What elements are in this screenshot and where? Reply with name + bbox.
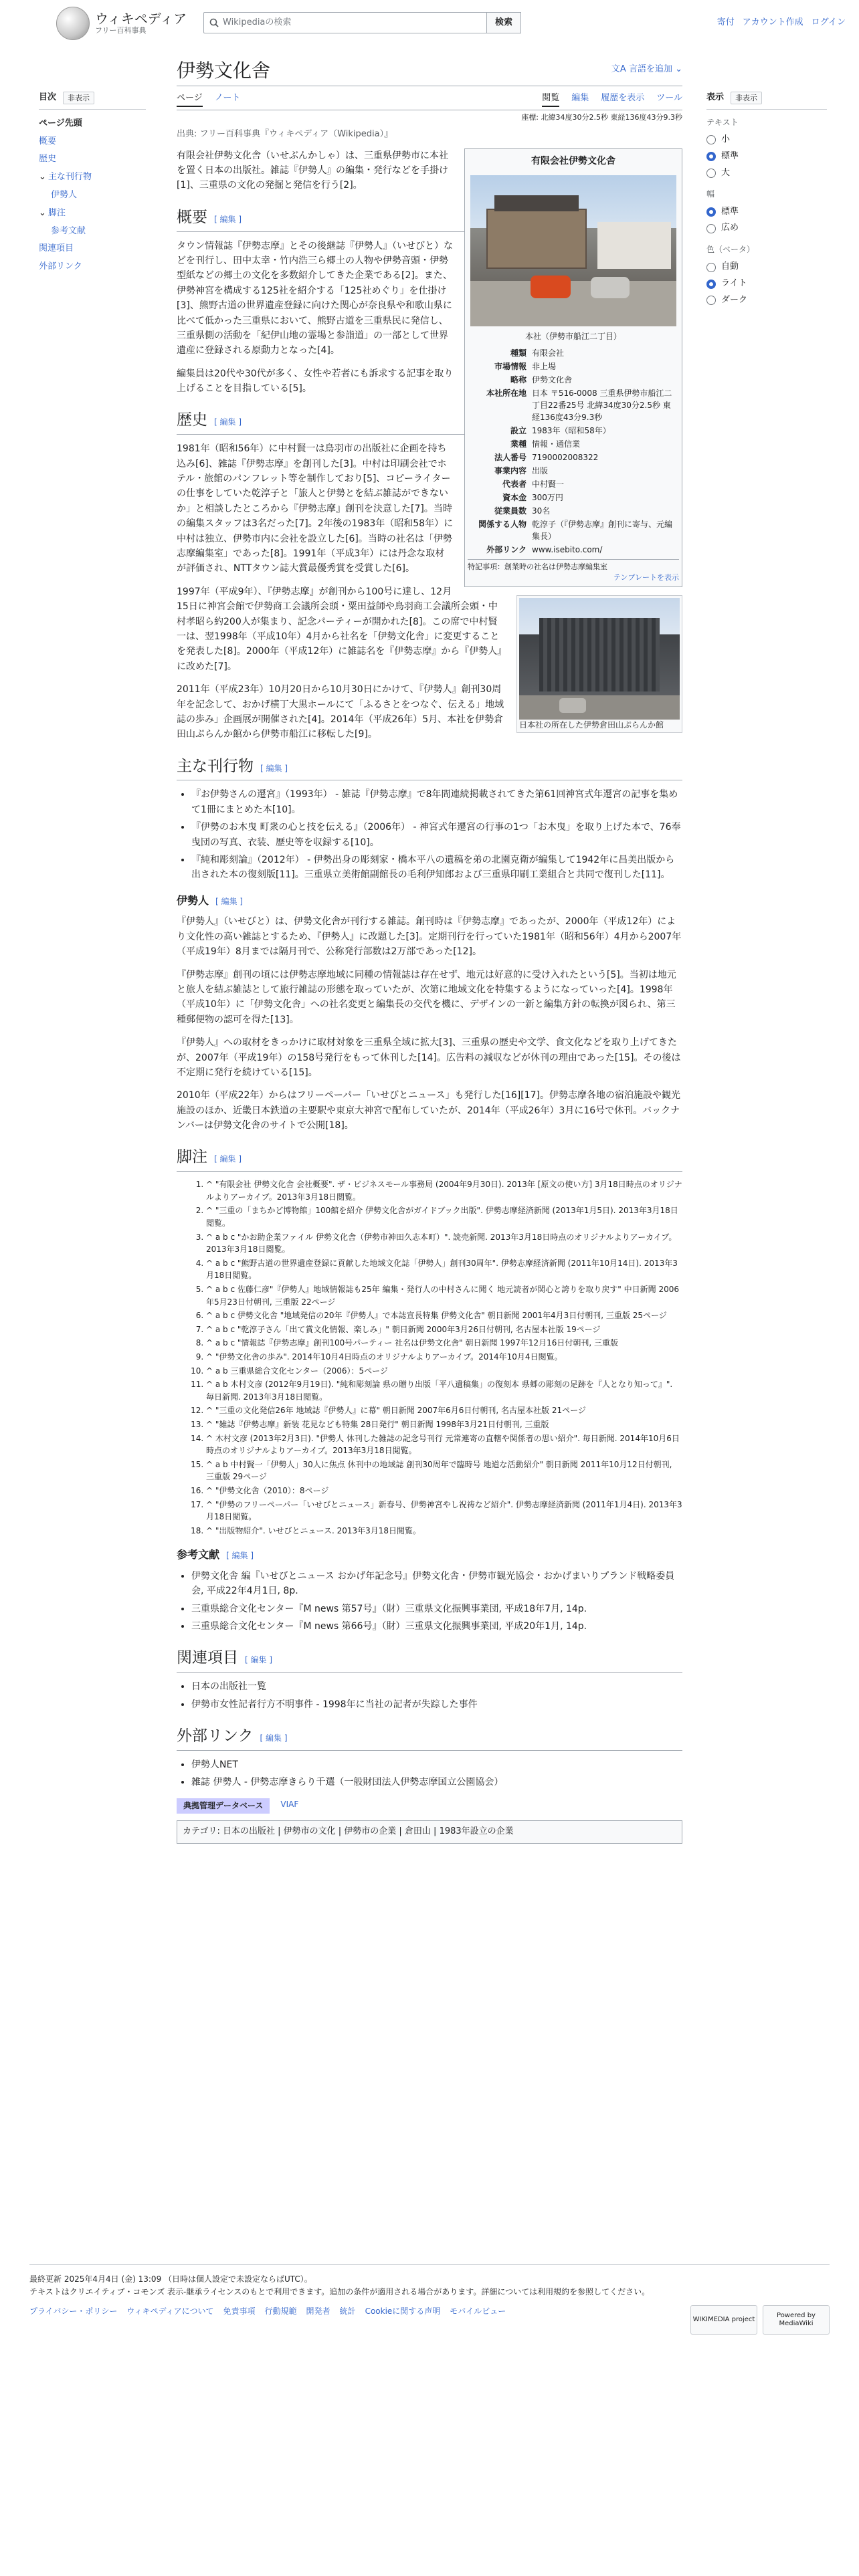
footer-link[interactable]: 統計	[339, 2306, 356, 2317]
infobox-row	[468, 346, 679, 360]
infobox-value: 7190002008322	[532, 452, 599, 462]
infobox-key: 外部リンク	[486, 544, 527, 554]
infobox	[464, 148, 682, 587]
wordmark: ウィキペディア	[95, 11, 187, 27]
radio-circle	[706, 169, 716, 178]
license-text: テキストはクリエイティブ・コモンズ 表示-継承ライセンスのもとで利用できます。追加の条件が適用される場合があります。詳細については利用規約を参照してください。	[29, 2287, 650, 2297]
infobox-key: 本社所在地	[486, 388, 527, 398]
personal-links	[717, 16, 846, 30]
infobox-row	[468, 437, 679, 451]
category-box[interactable]: カテゴリ: 日本の出版社 | 伊勢市の文化 | 伊勢市の企業 | 倉田山 | 1983年設立の企業	[177, 1820, 682, 1844]
paragraph: 編集員は20代や30代が多く、女性や若者にも訴求する記事を取り上げることを目指している[5]。	[177, 368, 454, 395]
infobox-key: 資本金	[502, 492, 527, 502]
infobox-footnote: 特記事項：創業時の社名は伊勢志摩編集室	[468, 559, 679, 573]
globe-icon	[56, 7, 90, 40]
paragraph: 1997年（平成9年）、『伊勢志摩』が創刊から100号に達し、12月15日に神宮会館で伊勢商工会議所会頭・粟田益師や鳥羽商工会議所会頭・中村孝昭ら約200人が集まり、記念パーティーが開かれた[8]。この席で中村賢一は、翌1998年（平成10年）4月から社名を「伊勢文化舎」に変更することを発表した[8]。2000年（平成12年）に雑誌名を『伊勢志摩』から『伊勢人』に改めた[7]。	[177, 586, 502, 672]
lead-paragraph: 有限会社伊勢文化舎（いせぶんかしゃ）は、三重県伊勢市に本社を置く日本の出版社。雑誌『伊勢人』の編集・発行などを手掛け[1]、三重県の文化の発掘と発信を行う[2]。	[177, 150, 448, 191]
infobox-value: 300万円	[532, 492, 563, 502]
radio-light[interactable]: ライト	[706, 276, 827, 292]
toc-item-kanren[interactable]: 関連項目	[39, 243, 74, 254]
footer-link[interactable]: 免責事項	[223, 2306, 256, 2317]
radio-circle	[706, 296, 716, 305]
footer-link[interactable]: プライバシー・ポリシー	[29, 2306, 118, 2317]
infobox-value: 中村賢一	[532, 479, 565, 489]
page-footer	[29, 2264, 830, 2327]
publication-list	[191, 787, 682, 882]
toc-item-gaibu[interactable]: 外部リンク	[39, 261, 82, 272]
reference-item: 3. ^ a b c "かお助企業ファイル 伊勢文化舎（伊勢市神田久志本町）". 読売新聞. 2013年3月18日時点のオリジナルよりアーカイブ。2013年3月18日閲覧。	[206, 1231, 682, 1256]
source-line: 出典: フリー百科事典『ウィキペディア（Wikipedia）』	[177, 128, 393, 139]
infobox-row	[468, 477, 679, 491]
radio-circle	[706, 207, 716, 217]
external-links-list	[191, 1757, 682, 1790]
paragraph: 2011年（平成23年）10月20日から10月30日にかけて、『伊勢人』創刊30周年を記念して、おかげ横丁大黒ホールにて「ふるさとをつなぐ、伝える」地域誌の歩み」企画展が開催された[4]。2014年（平成26年）5月、本社を伊勢倉田山ぷらんか館から伊勢市船江に移転した[9]。	[177, 684, 504, 740]
infobox-row	[468, 504, 679, 518]
heading-gaibu: 外部リンク [ 編集 ]	[177, 1724, 682, 1751]
edit-link[interactable]: [ 編集 ]	[215, 896, 244, 906]
search-icon	[209, 18, 219, 27]
reference-item: 10. ^ a b 三重県総合文化センター（2006）：5ページ	[206, 1365, 682, 1378]
radio-width-standard[interactable]: 標準	[706, 204, 827, 221]
search-input[interactable]	[203, 12, 487, 33]
heading-rekishi: 歴史 [ 編集 ]	[177, 408, 682, 435]
page-title: 伊勢文化舎 文A 言語を追加 ⌄	[177, 59, 682, 86]
radio-dark[interactable]: ダーク	[706, 292, 827, 309]
text-size-label: テキスト	[706, 117, 739, 127]
infobox-key: 従業員数	[494, 506, 527, 516]
heading-sanko: 参考文献 [ 編集 ]	[177, 1548, 254, 1562]
heading-kanren: 関連項目 [ 編集 ]	[177, 1646, 682, 1673]
infobox-row	[468, 464, 679, 477]
radio-small[interactable]: 小	[706, 132, 827, 148]
toc-item-kankou[interactable]: ⌄ 主な刊行物	[39, 169, 146, 187]
tab-page[interactable]: ページ	[177, 92, 203, 107]
toc-item-gaiyo[interactable]: 概要	[39, 136, 57, 146]
list-item[interactable]: • 伊勢人NET	[191, 1757, 682, 1772]
last-updated: 最終更新 2025年4月4日 (金) 13:09 （日時は個人設定で未設定ならばUTC）。	[29, 2274, 312, 2284]
paragraph: 1981年（昭和56年）に中村賢一は鳥羽市の出版社に企画を持ち込み[6]、雑誌『伊勢志摩』を創刊した[3]。中村は印刷会社でホテル・旅館のパンフレット等を制作しており[5]、コピーライターの仕事をしていた乾淳子と「旅人と伊勢とを結ぶ雑誌ができないか」と相談したところから『伊勢志摩』創刊を決意した[7]。当時の編集スタッフは3名だった[7]。2年後の1983年（昭和58年）に中村は独立、伊勢市内に会社を設立した[6]。当時の社名は「伊勢志摩編集室」であった[8]。1991年（平成3年）には丹念な取材が評価され、NTTタウン誌大賞最優秀賞を受賞した[6]。	[177, 443, 454, 574]
toc-item-top[interactable]: ページ先頭	[39, 118, 82, 128]
thumbnail-caption: 日本社の所在した伊勢倉田山ぷらんか館	[519, 720, 664, 730]
infobox-value: 出版	[532, 465, 549, 475]
reference-item: 9. ^ "伊勢文化舎の歩み". 2014年10月4日時点のオリジナルよりアーカイブ。2014年10月4日閲覧。	[206, 1351, 682, 1364]
paragraph: タウン情報誌『伊勢志摩』とその後継誌『伊勢人』（いせびと）などを刊行し、田中太幸・竹内浩三ら郷土の人物や伊勢音頭・伊勢型紙などの郷土の文化を多数紹介してきた企業である[2]。また、伊勢神宮を構成する125社を紹介する「125社めぐり」を仕掛け[3]、熊野古道の世界遺産登録に向けた関心が奈良県や和歌山県に比べて低かった三重県において、熊野古道を三重県民に発信し、三重県側の活動を「紀伊山地の霊場と参詣道」の一部として世界遺産に登録される原動力となった[4]。	[177, 240, 453, 356]
radio-auto[interactable]: 自動	[706, 259, 827, 276]
infobox-value: 1983年（昭和58年）	[532, 425, 611, 435]
search-button[interactable]: 検索	[487, 12, 521, 33]
coordinates[interactable]: 座標: 北緯34度30分2.5秒 東経136度43分9.3秒	[521, 113, 682, 122]
paragraph: 2010年（平成22年）からはフリーペーパー「いせびとニュース」も発行した[16][17]。伊勢志摩各地の宿泊施設や観光施設のほか、近畿日本鉄道の主要駅や東京大神宮で配布していたが、2014年（平成26年）3月に16号で休刊。バックナンバーは伊勢文化舎のサイトで公開[18]。	[177, 1090, 680, 1132]
language-button[interactable]: 文A 言語を追加 ⌄	[611, 64, 682, 74]
color-label: 色（ベータ）	[706, 245, 755, 255]
edit-link[interactable]: [ 編集 ]	[214, 417, 242, 427]
tools-menu[interactable]: ツール	[656, 93, 682, 104]
tab-history[interactable]: 履歴を表示	[601, 93, 645, 104]
radio-width-wide[interactable]: 広め	[706, 220, 827, 237]
infobox-key: 関係する人物	[478, 519, 527, 529]
wikipedia-logo[interactable]	[56, 7, 187, 40]
reference-item: 7. ^ a b c "乾淳子さん「出て賞文化情報、楽しみ」" 朝日新聞 2000年3月26日付朝刊, 名古屋本社版 19ページ	[206, 1323, 682, 1336]
reference-item: 11. ^ a b 木村文彦 (2012年9月19日). "純和彫刻論 県の贈り出版「平八遺稿集」の復刻本 県郷の彫刻の足跡を『人となり知って』". 毎日新聞. 2013年3月18日閲覧。	[206, 1378, 682, 1403]
edit-link[interactable]: [ 編集 ]	[245, 1655, 273, 1665]
infobox-key: 法人番号	[494, 452, 527, 462]
heading-chu: 脚注 [ 編集 ]	[177, 1145, 682, 1172]
infobox-key: 業種	[510, 439, 527, 449]
tab-edit[interactable]: 編集	[571, 93, 589, 104]
mediawiki-badge[interactable]: Powered by MediaWiki	[763, 2305, 830, 2335]
paragraph: 『伊勢志摩』創刊の頃には伊勢志摩地域に同種の情報誌は存在せず、地元は好意的に受け入れたという[5]。当初は地元と旅人を結ぶ雑誌として旅行雑誌の形態を取っていたが、次第に地域文化を特集するようになっていった[4]。1998年（平成10年）に「伊勢文化舎」への社名変更と編集長の交代を機に、デザインの一新と編集方針の転換が図られ、第三種郵便物の認可を得た[13]。	[177, 969, 676, 1025]
radio-large[interactable]: 大	[706, 165, 827, 182]
footer-link[interactable]: 行動規範	[264, 2306, 297, 2317]
site-header	[0, 0, 859, 47]
list-item: • 三重県総合文化センター『M news 第66号』（財）三重県文化振興事業団, 平成20年1月, 14p.	[191, 1619, 682, 1634]
main-content	[177, 59, 682, 1844]
infobox-row	[468, 360, 679, 373]
footer-link[interactable]: Cookieに関する声明	[365, 2306, 441, 2317]
create-account-link[interactable]: アカウント作成	[742, 17, 803, 27]
heading-gaiyo: 概要 [ 編集 ]	[177, 205, 682, 232]
reference-item: 5. ^ a b c 佐藤仁彦"『伊勢人』地域情報誌も25年 編集・発行人の中村さんに聞く 地元読者が関心と誇りを取り戻す" 中日新聞 2006年5月23日付朝刊, 三重版 22ページ	[206, 1283, 682, 1308]
infobox-title: 有限会社伊勢文化舎	[531, 155, 615, 167]
infobox-key: 種類	[510, 348, 527, 358]
infobox-row	[468, 451, 679, 464]
tagline: フリー百科事典	[95, 26, 147, 35]
edit-link[interactable]: [ 編集 ]	[226, 1551, 254, 1561]
radio-circle	[706, 152, 716, 161]
radio-circle	[706, 263, 716, 272]
reference-item: 18. ^ "出版物紹介". いせびとニュース. 2013年3月18日閲覧。	[206, 1525, 682, 1537]
chevron-down-icon[interactable]: ⌄	[39, 172, 46, 183]
page-tabs	[177, 86, 682, 110]
reference-item: 4. ^ a b c "熊野古道の世界遺産登録に貢献した地域文化誌「伊勢人」創刊30周年". 伊勢志摩経済新聞 (2011年10月14日). 2013年3月18日閲覧。	[206, 1257, 682, 1282]
reference-item: 13. ^ "雑誌『伊勢志摩』新装 花見なども特集 28日発行" 朝日新聞 1998年3月21日付朝刊, 三重版	[206, 1418, 682, 1431]
radio-standard[interactable]: 標準	[706, 148, 827, 165]
radio-circle	[706, 280, 716, 289]
list-item: • 『伊勢のお木曳 町衆の心と技を伝える』（2006年） - 神宮式年遷宮の行事の1つ「お木曳」を取り上げた本で、76奉曳団の写真、衣装、歴史等を収録する[10]。	[191, 820, 682, 850]
edit-link[interactable]: [ 編集 ]	[260, 1733, 288, 1743]
bibliography-list	[191, 1569, 682, 1634]
list-item: • 三重県総合文化センター『M news 第57号』（財）三重県文化振興事業団, 平成18年7月, 14p.	[191, 1602, 682, 1616]
login-link[interactable]: ログイン	[811, 17, 846, 27]
infobox-value: 伊勢文化舎	[532, 374, 573, 385]
reference-item: 2. ^ "三重の「まちかど博物館」100館を紹介 伊勢文化舎がガイドブック出版". 伊勢志摩経済新聞 (2013年1月5日). 2013年3月18日閲覧。	[206, 1204, 682, 1229]
infobox-caption: 本社（伊勢市船江二丁目）	[524, 331, 622, 341]
toc-item-sanko[interactable]: 参考文献	[51, 225, 86, 236]
list-item[interactable]: • 雑誌 伊勢人 - 伊勢志摩きらり千選（一般財団法人伊勢志摩国立公園協会）	[191, 1775, 682, 1790]
company-photo[interactable]	[470, 175, 676, 326]
template-link[interactable]: テンプレートを表示	[613, 573, 679, 582]
edit-link[interactable]: [ 編集 ]	[214, 1154, 242, 1164]
radio-circle	[706, 135, 716, 144]
list-item: • 『純和彫刻論』（2012年） - 伊勢出身の彫刻家・橋本平八の遺稿を弟の北園克衛が編集して1942年に昌美出版から出された本の復刻版[11]。三重県立美術館副館長の毛利伊知郎および三重県印刷工業組合と共同で復刊した[11]。	[191, 853, 682, 883]
reference-item: 6. ^ a b c 伊勢文化舎 "地域発信の20年『伊勢人』で本誌宣長特集 伊勢文化舎" 朝日新聞 2001年4月3日付朝刊, 三重版 25ページ	[206, 1309, 682, 1322]
footer-link[interactable]: ウィキペディアについて	[126, 2306, 214, 2317]
search-placeholder: Wikipediaの検索	[223, 17, 292, 27]
table-of-contents	[39, 91, 146, 276]
infobox-key: 市場情報	[494, 361, 527, 371]
appearance-title: 表示	[706, 92, 725, 102]
infobox-value: 日本 〒516-0008 三重県伊勢市船江二丁目22番25号 北緯34度30分2.5秒 東経136度43分9.3秒	[532, 388, 672, 422]
viaf-link[interactable]: VIAF	[280, 1799, 299, 1809]
reference-item: 17. ^ "伊勢のフリーペーパー「いせびとニュース」新春号、伊勢神宮やし祝祷など紹介". 伊勢志摩経済新聞 (2011年1月4日). 2013年3月18日閲覧。	[206, 1499, 682, 1523]
list-item[interactable]: • 日本の出版社一覧	[191, 1679, 682, 1694]
list-item: • 伊勢文化舎 編『いせびとニュース おかげ年記念号』伊勢文化舎・伊勢市観光協会・おかげまいりプランド戦略委員会, 平成22年4月1日, 8p.	[191, 1569, 682, 1599]
paragraph: 『伊勢人』への取材をきっかけに取材対象を三重県全域に拡大[3]、三重県の歴史や文学、食文化などを取り上げてきたが、2007年（平成19年）の158号発行をもって休刊した[14]。広告料の減収などが休刊の理由であった[15]。その後は不定期に発行を続けている[15]。	[177, 1037, 681, 1078]
tab-read[interactable]: 閲覧	[542, 92, 559, 107]
reference-item: 1. ^ "有限会社 伊勢文化舎 会社概要". ザ・ビジネスモール事務局 (2004年9月30日). 2013年 [原文の使い方] 3月18日時点のオリジナルよりアーカイブ。2013年3月18日閲覧。	[206, 1178, 682, 1203]
infobox-value: 非上場	[532, 361, 557, 371]
related-list	[191, 1679, 682, 1712]
donate-link[interactable]: 寄付	[717, 17, 735, 27]
infobox-key: 代表者	[502, 479, 527, 489]
edit-link[interactable]: [ 編集 ]	[260, 763, 288, 773]
width-label: 幅	[706, 189, 715, 199]
tab-talk[interactable]: ノート	[214, 93, 241, 104]
footer-link[interactable]: 開発者	[306, 2306, 330, 2317]
toc-item-rekishi[interactable]: 歴史	[39, 154, 57, 165]
appearance-hide-button[interactable]: 非表示	[731, 92, 762, 105]
reference-item: 14. ^ 木村文彦 (2013年2月3日). "伊勢人 休刊した雑誌の記念号刊行 元常連寄の直轄や関係者の思い紹介". 毎日新聞. 2014年10月6日時点のオリジナルよりアーカイブ。2013年3月18日閲覧。	[206, 1432, 682, 1457]
toc-hide-button[interactable]: 非表示	[63, 92, 94, 105]
reference-item: 15. ^ a b 中村賢一「伊勢人」30人に焦点 休刊中の地域誌 創刊30周年で臨時号 地道な活動紹介" 朝日新聞 2011年10月12日付朝刊, 三重版 29ページ	[206, 1459, 682, 1483]
infobox-key: 事業内容	[494, 465, 527, 475]
building-photo[interactable]	[519, 598, 680, 720]
toc-item-isebito[interactable]: 伊勢人	[51, 189, 78, 200]
infobox-key: 略称	[510, 374, 527, 385]
infobox-row	[468, 373, 679, 387]
infobox-row	[468, 424, 679, 437]
infobox-row	[468, 543, 679, 556]
infobox-value: 有限会社	[532, 348, 565, 358]
list-item: • 『お伊勢さんの遷宮』（1993年） - 雑誌『伊勢志摩』で8年間連続掲載されてきた第61回神宮式年遷宮の記事を集めて1冊にまとめた本[10]。	[191, 787, 682, 817]
toc-title: 目次	[39, 92, 57, 102]
infobox-key: 設立	[510, 425, 527, 435]
thumbnail	[516, 595, 682, 734]
footer-link[interactable]: モバイルビュー	[450, 2306, 506, 2317]
authority-control	[177, 1798, 682, 1814]
radio-circle	[706, 224, 716, 233]
edit-link[interactable]: [ 編集 ]	[214, 214, 242, 224]
wikimedia-badge[interactable]: WIKIMEDIA project	[690, 2305, 757, 2335]
list-item[interactable]: • 伊勢市女性記者行方不明事件 - 1998年に当社の記者が失踪した事件	[191, 1697, 682, 1712]
infobox-value: www.isebito.com/	[532, 544, 603, 554]
infobox-value: 30名	[532, 506, 551, 516]
appearance-panel	[706, 91, 827, 309]
chevron-down-icon[interactable]: ⌄	[39, 207, 46, 218]
search-form	[203, 12, 521, 33]
infobox-row	[468, 518, 679, 543]
heading-isebito: 伊勢人 [ 編集 ]	[177, 893, 244, 907]
infobox-value: 乾淳子（『伊勢志摩』創刊に寄与、元編集長）	[532, 519, 673, 541]
paragraph: 『伊勢人』（いせびと）は、伊勢文化舎が刊行する雑誌。創刊時は『伊勢志摩』であったが、2000年（平成12年）により文化性の高い雑誌とするため、『伊勢人』に改題した[3]。定期刊行を行っていた1981年（昭和56年）4月から2007年（平成19年）8月までは隔月刊で、公称発行部数は2万部であった[12]。	[177, 916, 682, 958]
infobox-row	[468, 387, 679, 424]
reference-item: 12. ^ "三重の文化発信26年 地域誌『伊勢人』に幕" 朝日新聞 2007年6月6日付朝刊, 名古屋本社版 21ページ	[206, 1404, 682, 1417]
reference-item: 16. ^ "伊勢文化舎（2010）：8ページ	[206, 1485, 682, 1497]
reference-item: 8. ^ a b c "情報誌『伊勢志摩』創刊100号パーティー 社名は伊勢文化舎" 朝日新聞 1997年12月16日付朝刊, 三重版	[206, 1337, 682, 1350]
infobox-row	[468, 491, 679, 504]
authority-title[interactable]: 典拠管理データベース	[177, 1798, 270, 1814]
toc-item-chu[interactable]: ⌄ 脚注	[39, 205, 146, 223]
infobox-value: 情報・通信業	[532, 439, 581, 449]
heading-kankou: 主な刊行物 [ 編集 ]	[177, 754, 682, 781]
reference-list	[206, 1178, 682, 1537]
